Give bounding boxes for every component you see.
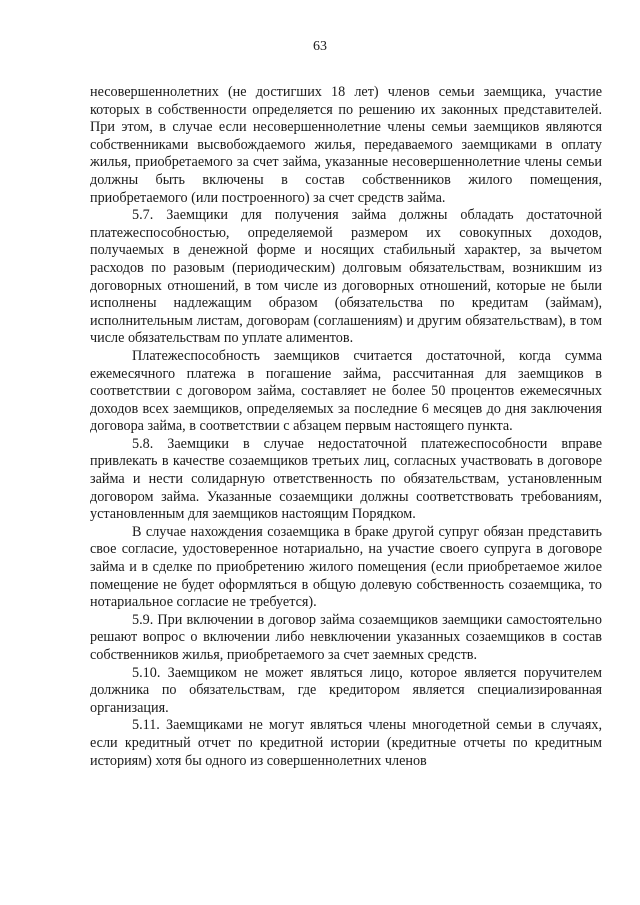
paragraph-solvency: Платежеспособность заемщиков считается достаточной, когда сумма ежемесячного платежа в погашение займа, рассчитанная для заемщиков в соответствии с договором займа, составляет не более 50 процентов ежемесячных доходов всех заемщиков, определяемых за последние 6 месяцев до дня заключения договора займа, в соответствии с абзацем первым настоящего пункта. [90, 347, 602, 435]
page-number: 63 [313, 39, 327, 54]
paragraph-spouse-consent: В случае нахождения созаемщика в браке другой супруг обязан представить свое согласие, удостоверенное нотариально, на участие своего супруга в договоре займа и в сделке по приобретению жилого помещения (если приобретаемое жилое помещение не будет оформляться в общую долевую собственность созаемщика, то нотариальное согласие не требуется). [90, 523, 602, 611]
paragraph-5-6-continuation: несовершеннолетних (не достигших 18 лет) членов семьи заемщика, участие которых в собственности определяется по решению их законных представителей. При этом, в случае если несовершеннолетние члены семьи заемщиков являются собственниками высвобождаемого жилья, передаваемого заемщиками в оплату жилья, приобретаемого за счет займа, указанные несовершеннолетние члены семьи должны быть включены в состав собственников жилого помещения, приобретаемого (или построенного) за счет средств займа. [90, 84, 602, 206]
document-body [90, 84, 602, 770]
paragraph-5-8: 5.8. Заемщики в случае недостаточной платежеспособности вправе привлекать в качестве созаемщиков третьих лиц, согласных участвовать в договоре займа и нести солидарную ответственность по обязательствам, установленным договором займа. Указанные созаемщики должны соответствовать требованиям, установленным для заемщиков настоящим Порядком. [90, 435, 602, 523]
paragraph-5-10: 5.10. Заемщиком не может являться лицо, которое является поручителем должника по обязательствам, где кредитором является специализированная организация. [90, 664, 602, 716]
paragraph-5-9: 5.9. При включении в договор займа созаемщиков заемщики самостоятельно решают вопрос о включении либо невключении указанных созаемщиков в состав собственников жилья, приобретаемого за счет заемных средств. [90, 611, 602, 663]
paragraph-5-7: 5.7. Заемщики для получения займа должны обладать достаточной платежеспособностью, определяемой размером их совокупных доходов, получаемых в денежной форме и носящих стабильный характер, за вычетом расходов по разовым (периодическим) долговым обязательствам, возникшим из договорных отношений, в том числе из договорных отношений, которые не были исполнены надлежащим образом (обязательства по кредитам (займам), исполнительным листам, договорам (соглашениям) и другим обязательствам), в том числе обязательствам по уплате алиментов. [90, 207, 602, 347]
paragraph-5-11: 5.11. Заемщиками не могут являться члены многодетной семьи в случаях, если кредитный отчет по кредитной истории (кредитные отчеты по кредитным историям) хотя бы одного из совершеннолетних членов [90, 717, 602, 769]
